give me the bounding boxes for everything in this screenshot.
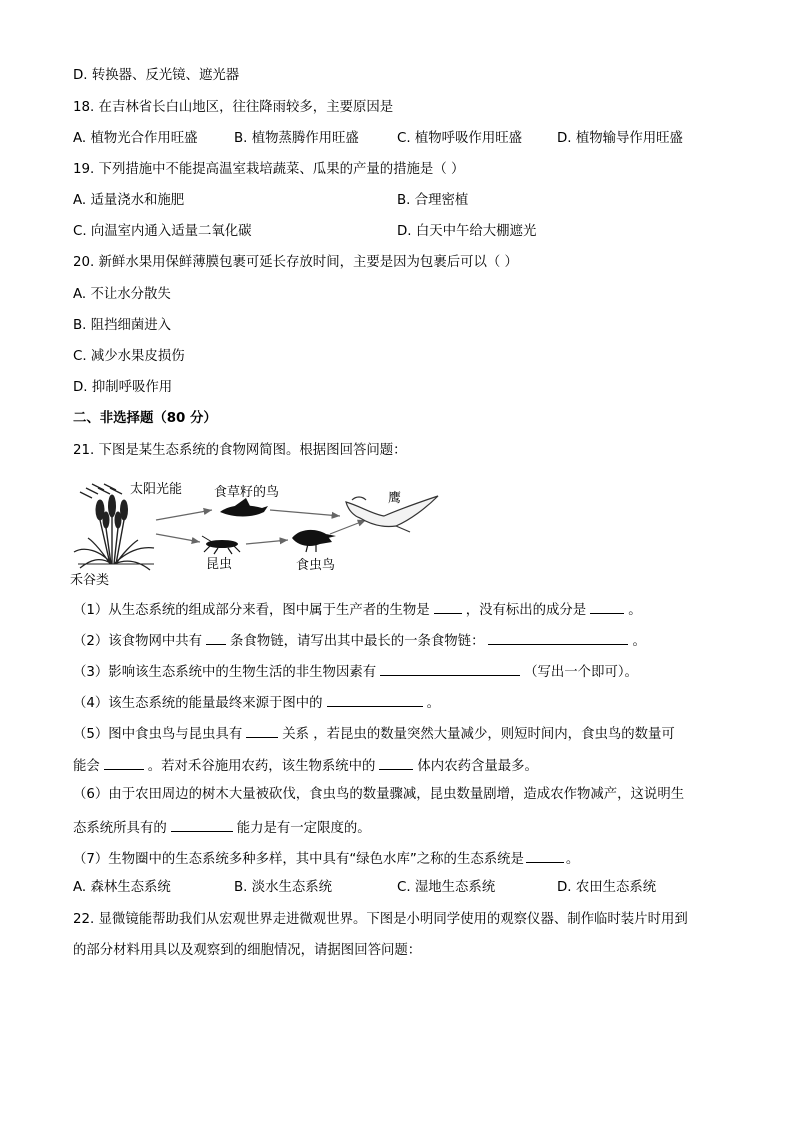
answer-blank[interactable]	[590, 599, 624, 614]
answer-blank[interactable]	[206, 630, 226, 645]
answer-blank[interactable]	[327, 692, 423, 707]
q21-part5-text-b: 关系 ，若昆虫的数量突然大量减少，则短时间内，食虫鸟的数量可	[282, 727, 675, 742]
q21-part7	[73, 848, 579, 869]
food-web-diagram	[70, 476, 450, 588]
q21-stem: 21. 下图是某生态系统的食物网简图。根据图回答问题：	[73, 443, 407, 458]
answer-blank[interactable]	[488, 630, 628, 645]
q20-stem: 20. 新鲜水果用保鲜薄膜包裹可延长存放时间，主要是因为包裹后可以（ ）	[73, 255, 518, 270]
q20-option-b: B. 阻挡细菌进入	[73, 318, 172, 333]
label-hawk: 鹰	[388, 491, 402, 506]
insect-icon	[202, 536, 240, 554]
seed-bird-icon	[220, 498, 268, 517]
q19-option-c: C. 向温室内通入适量二氧化碳	[73, 224, 252, 239]
q20-option-a: A. 不让水分散失	[73, 287, 171, 302]
q19-stem: 19. 下列措施中不能提高温室栽培蔬菜、瓜果的产量的措施是（ ）	[73, 162, 465, 177]
q21-part6-line1: （6）由于农田周边的树木大量被砍伐，食虫鸟的数量骤减，昆虫数量剧增，造成农作物减产，这说明生	[73, 787, 685, 802]
q19-option-b: B. 合理密植	[397, 193, 469, 208]
section-heading: 二、非选择题（80 分）	[73, 411, 217, 426]
label-insect: 昆虫	[206, 557, 233, 572]
q19-option-d: D. 白天中午给大棚遮光	[397, 224, 537, 239]
label-sunlight: 太阳光能	[130, 482, 183, 497]
label-grain: 禾谷类	[70, 573, 110, 588]
sunlight-rays	[80, 484, 122, 498]
q21-part4	[73, 692, 440, 713]
q21-part4-text-a: （4）该生态系统的能量最终来源于图中的	[73, 696, 323, 711]
answer-blank[interactable]	[434, 599, 462, 614]
q21-part5-text-c: 能会	[73, 759, 100, 774]
q21-part2	[73, 630, 646, 651]
q21-part6-line2	[73, 817, 371, 838]
q21-option-c: C. 湿地生态系统	[397, 880, 496, 895]
q21-part2-text-a: （2）该食物网中共有	[73, 634, 203, 649]
food-chain-arrows	[156, 510, 366, 544]
q21-part2-text-c: 。	[632, 634, 646, 649]
q21-part3	[73, 661, 638, 682]
q20-option-d: D. 抑制呼吸作用	[73, 380, 173, 395]
q21-option-d: D. 农田生态系统	[557, 880, 657, 895]
q21-part7-text-b: 。	[565, 852, 580, 867]
grain-plant-icon	[74, 495, 154, 570]
q21-part7-text-a: （7）生物圈中的生态系统多种多样，其中具有“绿色水库”之称的生态系统是	[73, 852, 524, 867]
q18-option-c: C. 植物呼吸作用旺盛	[397, 131, 522, 146]
answer-blank[interactable]	[526, 848, 564, 863]
label-seed-bird: 食草籽的鸟	[214, 485, 280, 500]
q21-part1-text-c: 。	[628, 603, 642, 618]
q21-part1-text-a: （1）从生态系统的组成部分来看，图中属于生产者的生物是	[73, 603, 430, 618]
q18-option-d: D. 植物输导作用旺盛	[557, 131, 683, 146]
q21-part2-text-b: 条食物链，请写出其中最长的一条食物链：	[230, 634, 485, 649]
answer-blank[interactable]	[380, 661, 520, 676]
q21-part5-text-e: 体内农药含量最多。	[417, 759, 538, 774]
q21-part5-text-d: 。若对禾谷施用农药，该生物系统中的	[147, 759, 376, 774]
q22-stem-line1: 22. 显微镜能帮助我们从宏观世界走进微观世界。下图是小明同学使用的观察仪器、制作临时装片时用到	[73, 912, 688, 927]
q22-stem-line2: 的部分材料用具以及观察到的细胞情况，请据图回答问题：	[73, 943, 422, 958]
q21-option-a: A. 森林生态系统	[73, 880, 171, 895]
answer-blank[interactable]	[171, 817, 233, 832]
q18-stem: 18. 在吉林省长白山地区，往往降雨较多，主要原因是	[73, 100, 394, 115]
q18-option-a: A. 植物光合作用旺盛	[73, 131, 198, 146]
answer-blank[interactable]	[379, 755, 413, 770]
q21-part5-line1	[73, 723, 675, 744]
q21-part5-line2	[73, 755, 538, 776]
insect-bird-icon	[292, 530, 336, 552]
q17-option-d: D. 转换器、反光镜、遮光器	[73, 68, 240, 83]
q21-part5-text-a: （5）图中食虫鸟与昆虫具有	[73, 727, 243, 742]
q20-option-c: C. 减少水果皮损伤	[73, 349, 185, 364]
q21-option-b: B. 淡水生态系统	[234, 880, 333, 895]
answer-blank[interactable]	[246, 723, 278, 738]
answer-blank[interactable]	[104, 755, 144, 770]
q21-part3-text-a: （3）影响该生态系统中的生物生活的非生物因素有	[73, 665, 377, 680]
q19-option-a: A. 适量浇水和施肥	[73, 193, 185, 208]
q21-part6-text-c: 能力是有一定限度的。	[236, 821, 371, 836]
q18-option-b: B. 植物蒸腾作用旺盛	[234, 131, 359, 146]
q21-part6-text-b: 态系统所具有的	[73, 821, 167, 836]
q21-part1-text-b: ，没有标出的成分是	[465, 603, 587, 618]
q21-part4-text-b: 。	[426, 696, 440, 711]
q21-part3-text-b: （写出一个即可）。	[524, 665, 638, 680]
q21-part1	[73, 599, 642, 620]
label-insect-bird: 食虫鸟	[296, 558, 336, 573]
